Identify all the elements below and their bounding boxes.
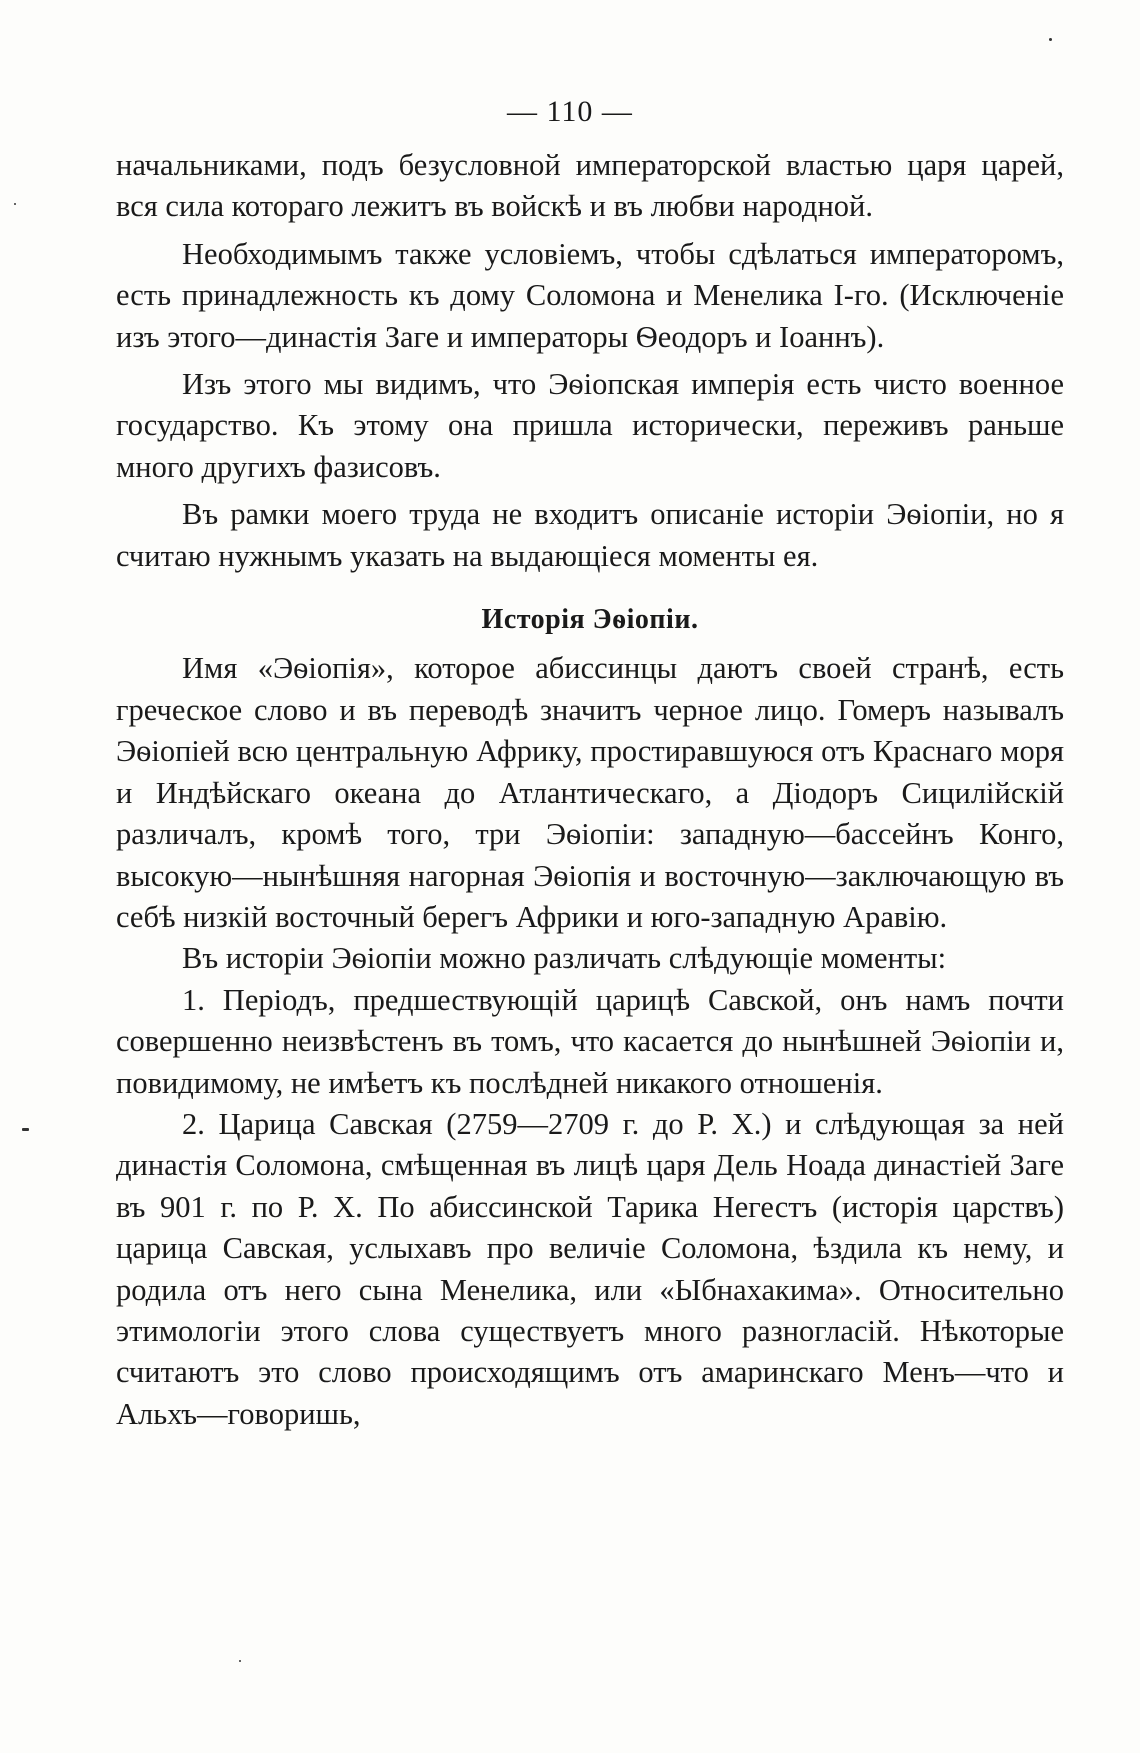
list-item: 2. Царица Савская (2759—2709 г. до Р. Х.) и слѣдующая за ней династія Соломона, смѣщенная въ лицѣ царя Дель Ноада династіей Заге въ 901 г. по Р. Х. По абиссинской Тарика Негестъ (исторія царствъ) царица Савская, услыхавъ про величіе Соломона, ѣздила къ нему, и родила отъ него сына Менелика, или «Ыбнахакима». Относительно этимологіи этого слова существуетъ много разногласій. Нѣкоторые считаютъ это слово происходящимъ отъ амаринскаго Менъ—что и Альхъ—говоришь, [116,1106,1064,1431]
paragraph: Въ рамки моего труда не входитъ описаніе исторіи Эѳіопіи, но я считаю нужнымъ указать на выдающіеся моменты ея. [116,497,1064,573]
paragraph: Имя «Эѳіопія», которое абиссинцы даютъ своей странѣ, есть греческое слово и въ переводѣ значитъ черное лицо. Гомеръ называлъ Эѳіопіей всю центральную Африку, простиравшуюся отъ Краснаго моря и Индѣйскаго океана до Атлантическаго, а Діодоръ Сицилійскій различалъ, кромѣ того, три Эѳіопіи: западную—бассейнъ Конго, высокую—нынѣшняя нагорная Эѳіопія и восточную—заключающую въ себѣ низкій восточный берегъ Африки и юго-западную Аравію. [116,651,1064,934]
page-body [116,145,1064,1435]
scan-speck [239,1660,241,1662]
scan-speck [1049,38,1052,41]
paragraph: Изъ этого мы видимъ, что Эѳіопская имперія есть чисто военное государство. Къ этому она пришла исторически, переживъ раньше много другихъ фазисовъ. [116,367,1064,484]
paragraph: начальниками, подъ безусловной императорской властью царя царей, вся сила котораго лежитъ въ войскѣ и въ любви народной. [116,148,1064,224]
scan-speck [22,1128,29,1131]
section-heading: Исторія Эѳіопіи. [481,604,699,636]
paragraph: Необходимымъ также условіемъ, чтобы сдѣлаться императоромъ, есть принадлежность къ дому Соломона и Менелика І-го. (Исключеніе изъ этого—династія Заге и императоры Ѳеодоръ и Іоаннъ). [116,236,1064,354]
list-item: 1. Періодъ, предшествующій царицѣ Савской, онъ намъ почти совершенно неизвѣстенъ въ томъ, что касается до нынѣшней Эѳіопіи и, повидимому, не имѣетъ къ послѣдней никакого отношенія. [116,982,1064,1100]
paragraph: Въ исторіи Эѳіопіи можно различать слѣдующіе моменты: [182,941,947,976]
scan-speck [14,203,16,205]
page-number: — 110 — [507,95,633,128]
